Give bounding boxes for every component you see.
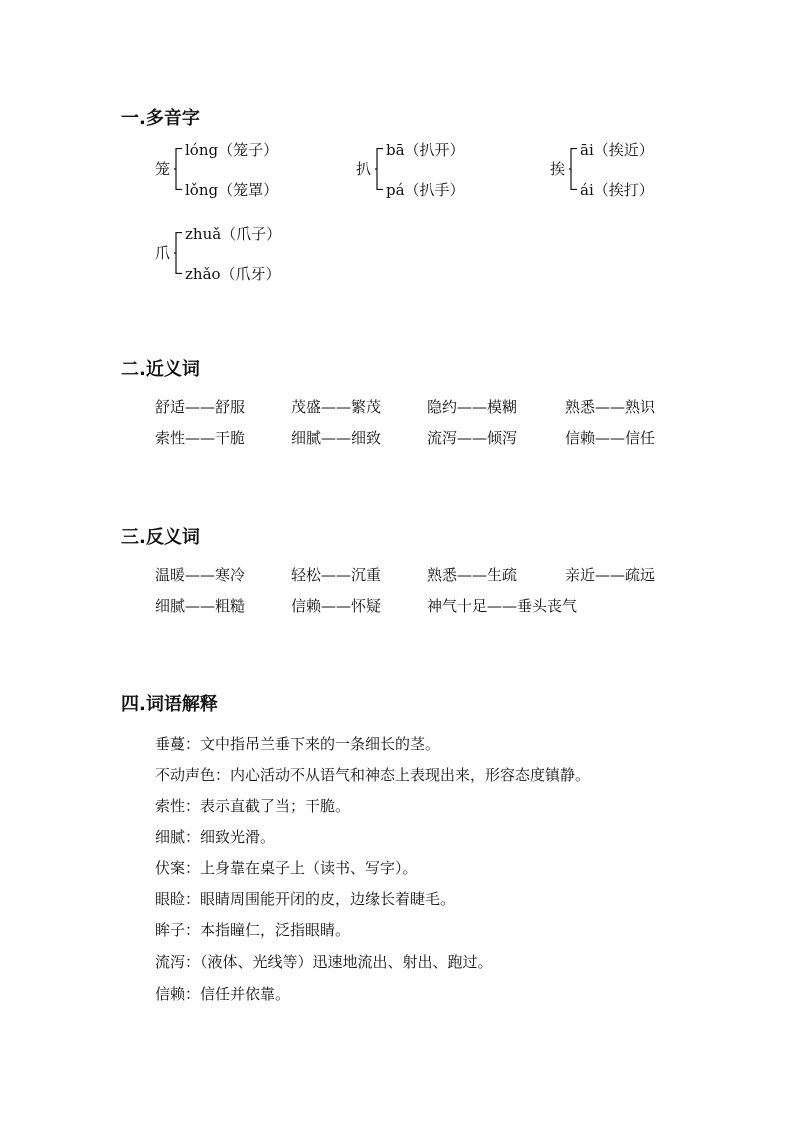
synonym-pair: 索性——干脆 [155, 429, 246, 447]
brace-icon [569, 148, 578, 190]
antonym-pair: 神气十足——垂头丧气 [427, 597, 578, 615]
explanation-item: 流泻：（液体、光线等）迅速地流出、射出、跑过。 [155, 953, 493, 971]
polyphonic-group [550, 140, 740, 202]
explanation-item: 伏案：上身靠在桌子上（读书、写字）。 [155, 859, 418, 877]
antonym-pair: 轻松——沉重 [291, 566, 382, 584]
antonym-pair: 细腻——粗糙 [155, 597, 246, 615]
reading-1: āi（挨近） [580, 141, 654, 159]
reading-1: zhuǎ（爪子） [185, 225, 282, 243]
polyphonic-group [155, 140, 345, 202]
antonym-pair: 亲近——疏远 [565, 566, 656, 584]
brace-icon [174, 232, 183, 274]
synonym-pair: 茂盛——繁茂 [291, 398, 382, 416]
section-title-polyphonic: 一.多音字 [121, 108, 200, 129]
section-title-explanations: 四.词语解释 [121, 694, 218, 715]
polyphonic-char: 爪 [155, 244, 171, 262]
polyphonic-group [356, 140, 546, 202]
reading-1: lóng（笼子） [185, 141, 279, 159]
synonym-pair: 流泻——倾泻 [427, 429, 518, 447]
polyphonic-char: 扒 [356, 160, 372, 178]
polyphonic-char: 笼 [155, 160, 171, 178]
explanation-item: 眼睑：眼睛周围能开闭的皮，边缘长着睫毛。 [155, 890, 456, 908]
antonym-pair: 熟悉——生疏 [427, 566, 518, 584]
explanation-item: 不动声色：内心活动不从语气和神态上表现出来，形容态度镇静。 [155, 766, 591, 784]
section-title-synonyms: 二.近义词 [121, 359, 200, 380]
synonym-pair: 熟悉——熟识 [565, 398, 656, 416]
reading-1: bā（扒开） [386, 141, 465, 159]
explanation-item: 信赖：信任并依靠。 [155, 985, 291, 1003]
explanation-item: 眸子：本指瞳仁，泛指眼睛。 [155, 921, 351, 939]
brace-icon [375, 148, 384, 190]
reading-2: lǒng（笼罩） [185, 181, 279, 199]
explanation-item: 垂蔓：文中指吊兰垂下来的一条细长的茎。 [155, 735, 441, 753]
polyphonic-char: 挨 [550, 160, 566, 178]
section-title-antonyms: 三.反义词 [121, 527, 200, 548]
synonym-pair: 信赖——信任 [565, 429, 656, 447]
synonym-pair: 舒适——舒服 [155, 398, 246, 416]
explanation-item: 索性：表示直截了当；干脆。 [155, 797, 351, 815]
polyphonic-group [155, 224, 345, 286]
reading-2: ái（挨打） [580, 181, 654, 199]
antonym-pair: 温暖——寒冷 [155, 566, 246, 584]
brace-icon [174, 148, 183, 190]
reading-2: zhǎo（爪牙） [185, 265, 281, 283]
explanation-item: 细腻：细致光滑。 [155, 828, 276, 846]
synonym-pair: 细腻——细致 [291, 429, 382, 447]
synonym-pair: 隐约——模糊 [427, 398, 518, 416]
reading-2: pá（扒手） [386, 181, 465, 199]
antonym-pair: 信赖——怀疑 [291, 597, 382, 615]
